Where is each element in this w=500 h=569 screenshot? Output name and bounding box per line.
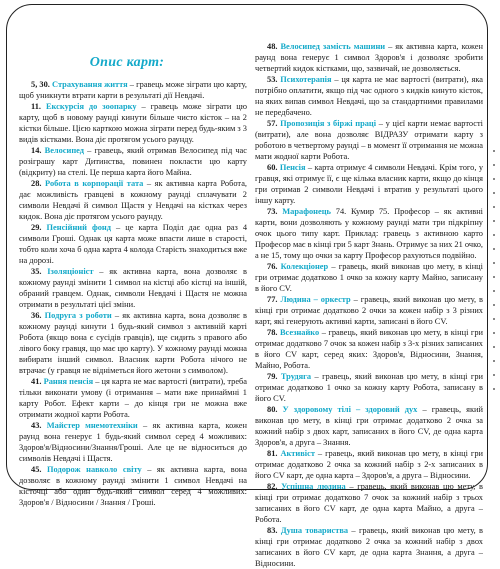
card-number: 83. [267,526,281,535]
card-text: – як активна карта, вона дозволяє в кожному раунді змінити 1 символ на кістці або кістці на іншій, обраний гравцем. Однак, символи Невдачі і Щастя не можна отримати в результаті цієї зміни. [19,267,248,309]
card-text: – у цієї карти немає вартості (витрати), але вона дозволяє ВІДРАЗУ отримати карту з роботою в четвертому раунді – в момент її отримання не можна мати жодної карти Робота. [255,119,483,161]
card-description [19,376,247,420]
card-name: Пенсійний фонд [46,223,111,232]
edge-mark [493,276,495,278]
card-number: 81. [267,449,281,458]
card-text: – гравець, який виконав цю мету, в кінці гри отримає додатково 1 очко за кожну карту Робота, записану в його CV. [255,372,484,403]
card-description [19,222,247,266]
card-description [255,327,483,371]
edge-mark [493,206,495,208]
card-text: – гравець може зіграти цю карту, щоб в новому раунді кинути більше чисто кісток – на 2 кістки більше. Цією карткою можна зіграти перед будь-яким з 3 видів кістками. Вона діє протягом усього раунду. [19,102,248,144]
card-description [255,371,483,404]
card-description [255,481,483,525]
page-edge-marks [492,150,496,410]
card-number: 57. [267,119,281,128]
card-name: Пропозиція з біржі праці [280,119,377,128]
card-name: Марафонець [282,207,331,216]
card-description [255,261,483,294]
card-number: 36. [31,311,45,320]
card-number: 73. [267,207,283,216]
card-number: 78. [267,328,280,337]
card-name: Людина – оркестр [280,295,351,304]
edge-mark [493,304,495,306]
card-name: Рання пенсія [43,377,94,386]
card-description [255,118,483,162]
edge-mark [493,346,495,348]
card-number: 79. [267,372,281,381]
right-column [255,41,483,569]
card-text: – ця карта не має вартості (витрати), треба тільки виконати умову (і отримання – мати вже принаймні 1 карту Робот. Ефект карти – до кінця гри не можна вже отримати жодної карти Робота. [19,377,248,419]
card-text: – як активна карта Робота, дає можливість гравцеві в кожному раунді сплачувати 2 символи Невдачі й символ Щастя у Невдачі на кістках через кидок. Вона діє протягом усього раунду. [19,179,248,221]
card-number: 28. [31,179,46,188]
card-name: Велосипед замість машини [280,42,386,51]
card-number: 35. [31,267,48,276]
card-description [255,404,483,448]
card-text: – як активна карта, вона дозволяє в кожному раунді змінити 1 символ Невдачі на кісточці або один будь-який символ серед 4 можливих: Здоров'я / Відносини / Знання / Гроші. [19,465,247,507]
card-name: Успішна людина [281,482,346,491]
card-description [19,178,247,222]
card-number: 45. [31,465,48,474]
edge-mark [493,178,495,180]
edge-mark [493,290,495,292]
card-name: Велосипед [44,146,85,155]
card-text: 74. Кумир 75. Професор – як активні карти, вони дозволяють у кожному раунді мати три підкріпну очок цього типу карт. Приклад: гравець з активною карто Професор має в кінці гри 5 карт Знань. Отримує за них 21 очко, а не 15, тому що очки за карту Професор рахуються подвійно. [255,207,484,260]
edge-mark [493,374,495,376]
edge-mark [493,388,495,390]
edge-mark [493,234,495,236]
edge-mark [493,192,495,194]
card-number: 60. [267,163,280,172]
card-number: 80. [267,405,283,414]
edge-mark [493,164,495,166]
card-text: – гравець, який виконав цю мету, в кінці гри отримає додатково 2 очка за кожний набір з 2-х записаних в його CV карт, де одна карта – Здоров'я, а друга – Відносини. [255,449,483,480]
card-number: 29. [31,223,47,232]
edge-mark [493,262,495,264]
card-name: Трудяга [280,372,312,381]
card-name: Подруга з роботи [44,311,112,320]
edge-mark [493,248,495,250]
card-text: – гравець, який виконав цю мету, в кінці гри отримає додатково 2 очка за кожний набір з двох карт, записаних в його CV, де одна карта Здоров'я, а друга – Знання. [255,405,483,447]
card-number: 11. [31,102,46,111]
card-text: – як активна карта, кожен раунд вона генерує 1 будь-який символ серед 4 можливих: Здоров'я/Відносини/Знання/Гроші. Але це не відноситься до символів Невдачі і Щастя. [19,421,248,463]
card-number: 43. [31,421,47,430]
left-column [19,79,247,508]
card-text: – гравець, який отримав Велосипед під час розіграшу карт Дитинства, повинен покласти цю карту (відкриту) на стелі. Це перша карта його Майна. [19,146,247,177]
card-number: 5, 30. [31,80,53,89]
card-description [255,294,483,327]
rules-card [6,4,488,568]
edge-mark [493,360,495,362]
edge-mark [493,150,495,152]
card-text: – як активна карта, кожен раунд вона генерує 1 символ Здоров'я і дозволяє зробити четвертий кидок кістками, що, зазвичай, не дозволяється. [255,42,483,73]
card-text: – як активна карта, вона дозволяє в кожному раунді кинути 1 будь-який символ з активній карті Робота (якщо вона є сусідів гравців), ще сидить з правого або лівого боку гравця, що має цю карту). У кожному раунді можна вибирати інший символ. Власник карти Робота нічого не втрачає (у гравця не відніметься його жетони з символом). [19,311,248,375]
card-text: – гравець, який виконав цю мету, в кінці гри отримає додатково 1 очко за кожну карту Майно, записану в його CV. [255,262,483,293]
card-number: 82. [267,482,282,491]
card-description [255,162,483,206]
card-number: 14. [31,146,45,155]
card-description [255,448,483,481]
card-description [255,41,483,74]
card-name: Страхування життя [52,80,128,89]
card-description [19,101,247,145]
card-description [19,464,247,508]
card-text: – гравець, який виконав цю мету, в кінці гри отримає додатково 2 очки за кожен набір з 3 різних карт, які генерують активні карти, записані в його CV. [255,295,483,326]
card-text: – карта отримує 4 символи Невдачі. Крім того, у гравця, які отримує її, є ще кілька власник карти, якщо до кінця гри отримав 2 символи Невдачі і втратив у результаті цього іншу карту. [255,163,484,205]
card-text: – гравець може зіграти цю карту, щоб уникнути втрати карти в результаті дії Невдачі. [19,80,247,100]
card-description [255,206,483,261]
card-number: 48. [267,42,281,51]
card-text: – ця карта не має вартості (витрати), яка потрібно оплатити, якщо під час одного з кидків кинуто кісток, на яких випав символ Невдачі, що за стандартними правилами не передбачено. [255,75,483,117]
section-heading: Опис карт: [89,55,165,70]
card-number: 76. [267,262,281,271]
card-name: Душа товариства [280,526,349,535]
card-name: Активіст [280,449,315,458]
card-text: – гравець, який виконав цю мету, в кінці гри отримає додатково 2 очка за кожний набір з двох записаних в його CV карт, де одна карта Знання, а друга – Відносини. [255,526,483,568]
card-text: – гравець, який виконав цю мету, в кінці гри отримає додатково 7 очок за кожен набір з 3-х різних записаних в його CV карт, серед яких: Здоров'я, Відносини, Знання, Майно, Робота. [255,328,484,370]
card-name: Всезнайко [279,328,320,337]
card-description [255,74,483,118]
edge-mark [493,332,495,334]
card-name: У здоровому тілі – здоровий дух [282,405,418,414]
card-description [19,145,247,178]
card-number: 53. [267,75,281,84]
card-description [19,420,247,464]
card-name: Екскурсія до зоопарку [45,102,137,111]
card-name: Подорож навколо світу [47,465,142,474]
edge-mark [493,220,495,222]
card-description [255,525,483,569]
card-text: – гравець, який виконав цю мету, в кінці гри отримає додатково 7 очок за кожний набір з трьох записаних в його CV карт, де одна карта Майно, а друга – Робота. [255,482,484,524]
card-name: Майстер мнемотехніки [46,421,138,430]
card-name: Ізоляціоніст [47,267,94,276]
card-description [19,79,247,101]
card-name: Робота в корпорації тата [45,179,144,188]
card-text: – це карта Поділ дає одна раз 4 символи Гроші. Однак ця карта може впасти лише в старості, тобто коли хоча б одна карта 4 колода Старість знаходиться вже на дорозі. [19,223,248,265]
card-description [19,310,247,376]
card-name: Пенсія [279,163,306,172]
edge-mark [493,318,495,320]
card-name: Психотерапія [280,75,332,84]
card-number: 41. [31,377,44,386]
card-description [19,266,247,310]
card-number: 77. [267,295,281,304]
card-name: Колекціонер [280,262,329,271]
